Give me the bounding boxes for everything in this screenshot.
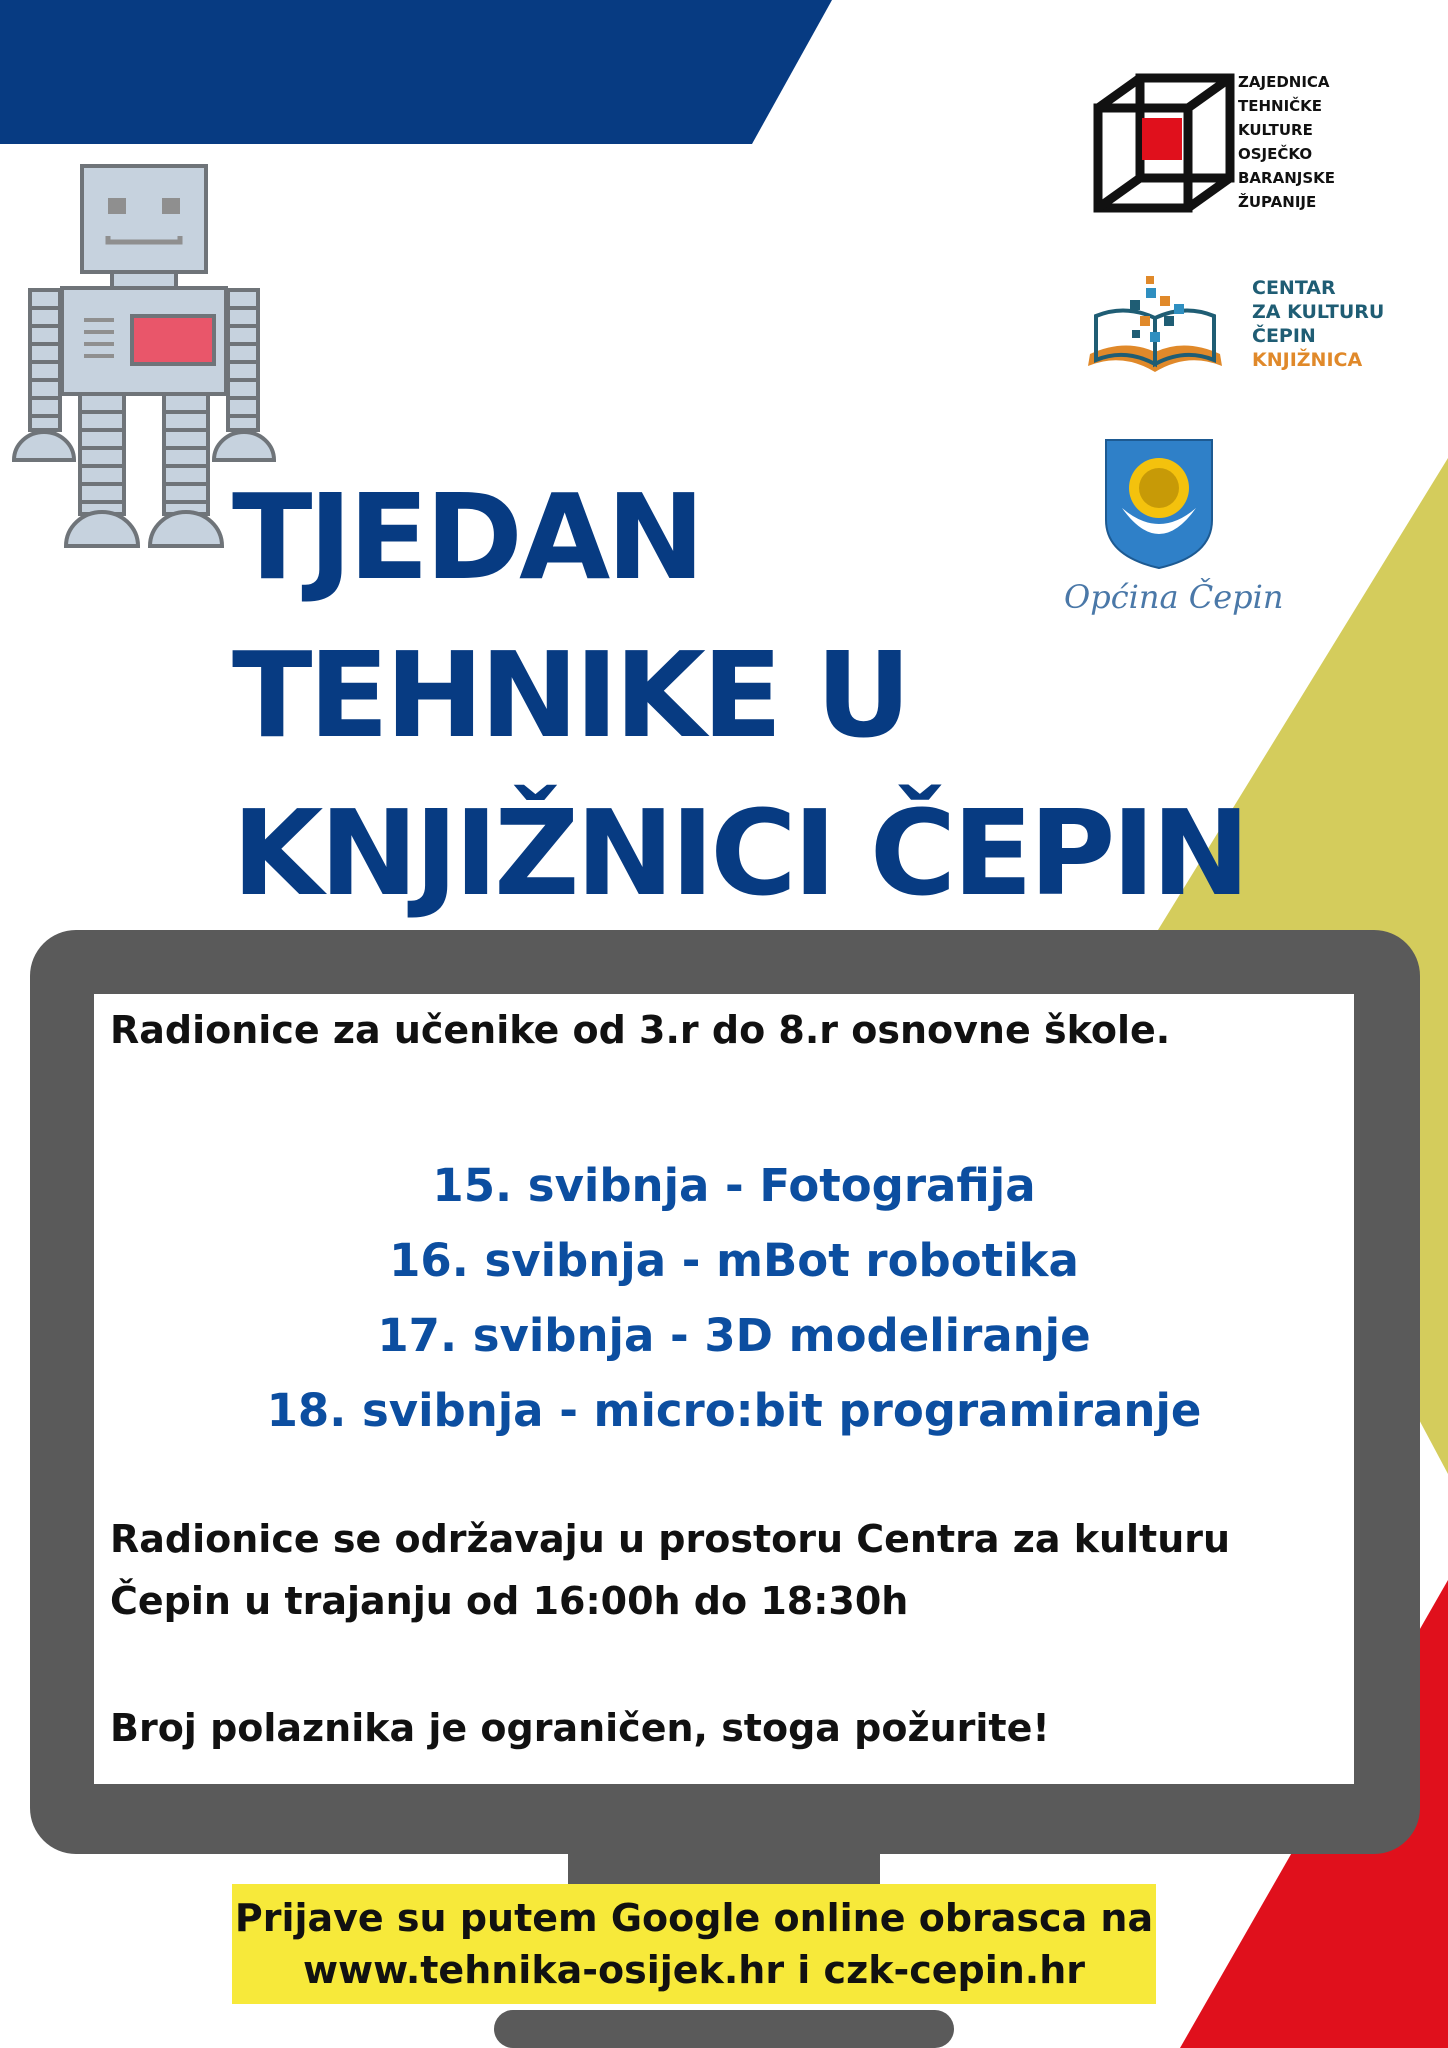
schedule-item: 17. svibnja - 3D modeliranje xyxy=(377,1309,1091,1362)
intro-text: Radionice za učenike od 3.r do 8.r osnovne škole. xyxy=(110,1008,1171,1052)
registration-line-2: www.tehnika-osijek.hr i czk-cepin.hr xyxy=(302,1948,1086,1992)
registration-line-1: Prijave su putem Google online obrasca na xyxy=(234,1896,1154,1940)
ztk-line: BARANJSKE xyxy=(1238,169,1336,187)
ztk-line: OSJEČKO xyxy=(1238,145,1313,163)
ztk-line: ŽUPANIJE xyxy=(1238,193,1317,211)
title-line-1: TJEDAN xyxy=(232,468,702,606)
title-line-3: KNJIŽNICI ČEPIN xyxy=(232,784,1247,922)
czk-logo-text xyxy=(1252,276,1384,372)
poster-title xyxy=(232,458,1246,932)
czk-line-4: KNJIŽNICA xyxy=(1252,349,1363,371)
czk-book-logo-icon xyxy=(1088,276,1222,372)
schedule-item: 15. svibnja - Fotografija xyxy=(432,1159,1036,1212)
top-navy-band xyxy=(0,0,832,144)
notice-text: Broj polaznika je ograničen, stoga požurite! xyxy=(110,1706,1050,1750)
schedule-list xyxy=(94,1148,1394,1448)
monitor-screen-content xyxy=(94,994,1354,1784)
location-text: Radionice se održavaju u prostoru Centra za kulturu Čepin u trajanju od 16:00h do 18:30h xyxy=(110,1517,1231,1623)
ztk-logo-text xyxy=(1238,70,1338,214)
ztk-line: ZAJEDNICA xyxy=(1238,73,1330,91)
czk-line-3: ČEPIN xyxy=(1252,325,1316,347)
ztk-cube-logo-icon xyxy=(1098,78,1230,208)
czk-line-1: CENTAR xyxy=(1252,277,1336,299)
title-line-2: TEHNIKE U xyxy=(232,626,908,764)
ztk-line: TEHNIČKE xyxy=(1238,97,1323,115)
czk-line-2: ZA KULTURU xyxy=(1252,301,1385,323)
opcina-label: Općina Čepin xyxy=(1064,578,1284,616)
ztk-line: KULTURE xyxy=(1238,121,1313,139)
schedule-item: 18. svibnja - micro:bit programiranje xyxy=(266,1384,1202,1437)
registration-banner xyxy=(232,1884,1156,2004)
schedule-item: 16. svibnja - mBot robotika xyxy=(389,1234,1079,1287)
